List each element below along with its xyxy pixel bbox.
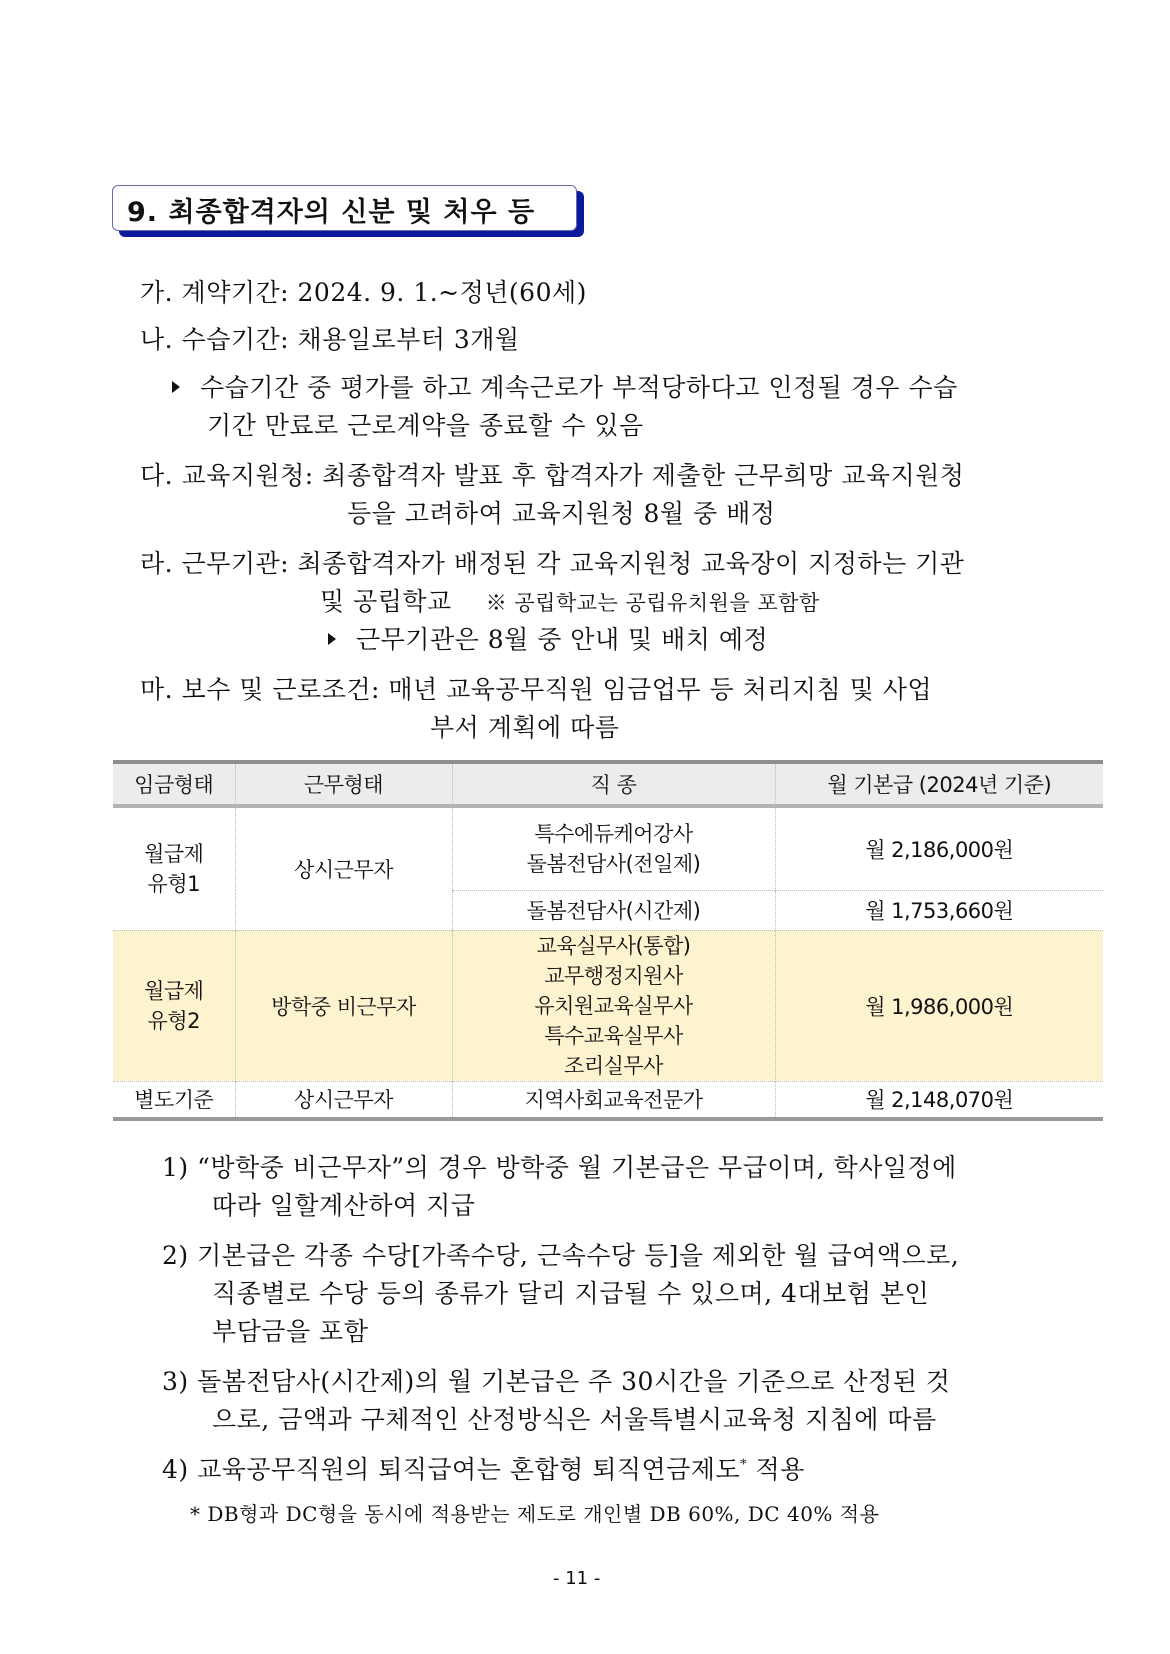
pay-cell: 월 2,148,070원	[775, 1081, 1103, 1119]
note-2-cont: 직종별로 수당 등의 종류가 달리 지급될 수 있으며, 4대보험 본인	[212, 1279, 930, 1308]
workplace-bullet	[328, 620, 768, 656]
item-workplace: 라. 근무기관: 최종합격자가 배정된 각 교육지원청 교육장이 지정하는 기관	[140, 549, 965, 578]
workplace-bullet-text: 근무기관은 8월 중 안내 및 배치 예정	[356, 625, 769, 654]
triangle-bullet-icon	[328, 633, 336, 645]
section-title: 9. 최종합격자의 신분 및 처우 등	[127, 197, 536, 228]
col-header-job: 직 종	[452, 762, 775, 806]
wage-type-cell	[113, 930, 235, 1081]
note-4-tail: 적용	[747, 1455, 805, 1484]
job-line: 조리실무사	[564, 1053, 663, 1078]
workplace-note: ※ 공립학교는 공립유치원을 포함함	[485, 591, 820, 615]
section-title-box	[112, 185, 577, 231]
wage-type-line: 월급제	[144, 841, 204, 866]
work-type-cell: 상시근무자	[235, 806, 452, 930]
item-workplace-cont	[320, 582, 820, 618]
job-line: 유치원교육실무사	[534, 993, 693, 1018]
note-3-cont: 으로, 금액과 구체적인 산정방식은 서울특별시교육청 지침에 따름	[212, 1405, 937, 1434]
job-line: 교육실무사(통합)	[536, 933, 691, 958]
note-2-cont-2: 부담금을 포함	[212, 1317, 369, 1346]
note-1: 1) “방학중 비근무자”의 경우 방학중 월 기본급은 무급이며, 학사일정에	[162, 1153, 957, 1182]
item-probation: 나. 수습기간: 채용일로부터 3개월	[140, 325, 520, 354]
probation-bullet	[172, 368, 958, 404]
note-4	[162, 1450, 805, 1486]
wage-type-cell: 별도기준	[134, 1088, 214, 1113]
col-header-work-type: 근무형태	[235, 762, 452, 806]
item-office: 다. 교육지원청: 최종합격자 발표 후 합격자가 제출한 근무희망 교육지원청	[140, 461, 965, 490]
triangle-bullet-icon	[172, 381, 180, 393]
page-number: - 11 -	[553, 1568, 601, 1589]
job-cell	[452, 806, 775, 890]
note-3: 3) 돌봄전담사(시간제)의 월 기본급은 주 30시간을 기준으로 산정된 것	[162, 1367, 951, 1396]
job-cell	[452, 930, 775, 1081]
job-cell: 지역사회교육전문가	[452, 1081, 775, 1119]
item-pay: 마. 보수 및 근로조건: 매년 교육공무직원 임금업무 등 처리지침 및 사업	[140, 675, 933, 704]
note-1-cont: 따라 일할계산하여 지급	[212, 1191, 476, 1220]
table-header-row	[113, 762, 1103, 806]
probation-bullet-cont: 기간 만료로 근로계약을 종료할 수 있음	[207, 411, 644, 440]
wage-type-cell	[113, 806, 235, 930]
col-header-wage-type: 임금형태	[134, 773, 214, 797]
wage-type-line: 유형1	[147, 871, 200, 896]
job-line: 특수에듀케어강사	[534, 821, 693, 846]
pay-cell: 월 2,186,000원	[775, 806, 1103, 890]
item-pay-cont: 부서 계획에 따름	[430, 713, 620, 742]
job-cell: 돌봄전담사(시간제)	[452, 890, 775, 930]
footnote-marker: *	[740, 1457, 748, 1473]
job-line: 특수교육실무사	[544, 1023, 683, 1048]
workplace-cont-text: 및 공립학교	[320, 587, 452, 616]
work-type-cell: 상시근무자	[235, 1081, 452, 1119]
probation-bullet-text: 수습기간 중 평가를 하고 계속근로가 부적당하다고 인정될 경우 수습	[200, 373, 958, 402]
pay-cell: 월 1,986,000원	[775, 930, 1103, 1081]
job-line: 돌봄전담사(전일제)	[526, 851, 701, 876]
item-contract-period: 가. 계약기간: 2024. 9. 1.~정년(60세)	[140, 278, 587, 307]
note-4-footnote: * DB형과 DC형을 동시에 적용받는 제도로 개인별 DB 60%, DC 40% 적용	[190, 1502, 880, 1526]
work-type-cell: 방학중 비근무자	[235, 930, 452, 1081]
col-header-base-pay: 월 기본급 (2024년 기준)	[775, 762, 1103, 806]
item-office-cont: 등을 고려하여 교육지원청 8월 중 배정	[347, 499, 776, 528]
wage-table	[113, 760, 1103, 1121]
table-row	[113, 806, 1103, 890]
wage-type-line: 유형2	[147, 1008, 200, 1033]
note-4-text: 4) 교육공무직원의 퇴직급여는 혼합형 퇴직연금제도	[162, 1455, 741, 1484]
table-row-highlighted	[113, 930, 1103, 1081]
note-2: 2) 기본급은 각종 수당[가족수당, 근속수당 등]을 제외한 월 급여액으로,	[162, 1241, 960, 1270]
wage-type-line: 월급제	[144, 978, 204, 1003]
pay-cell: 월 1,753,660원	[775, 890, 1103, 930]
job-line: 교무행정지원사	[544, 963, 683, 988]
table-row	[113, 1081, 1103, 1119]
